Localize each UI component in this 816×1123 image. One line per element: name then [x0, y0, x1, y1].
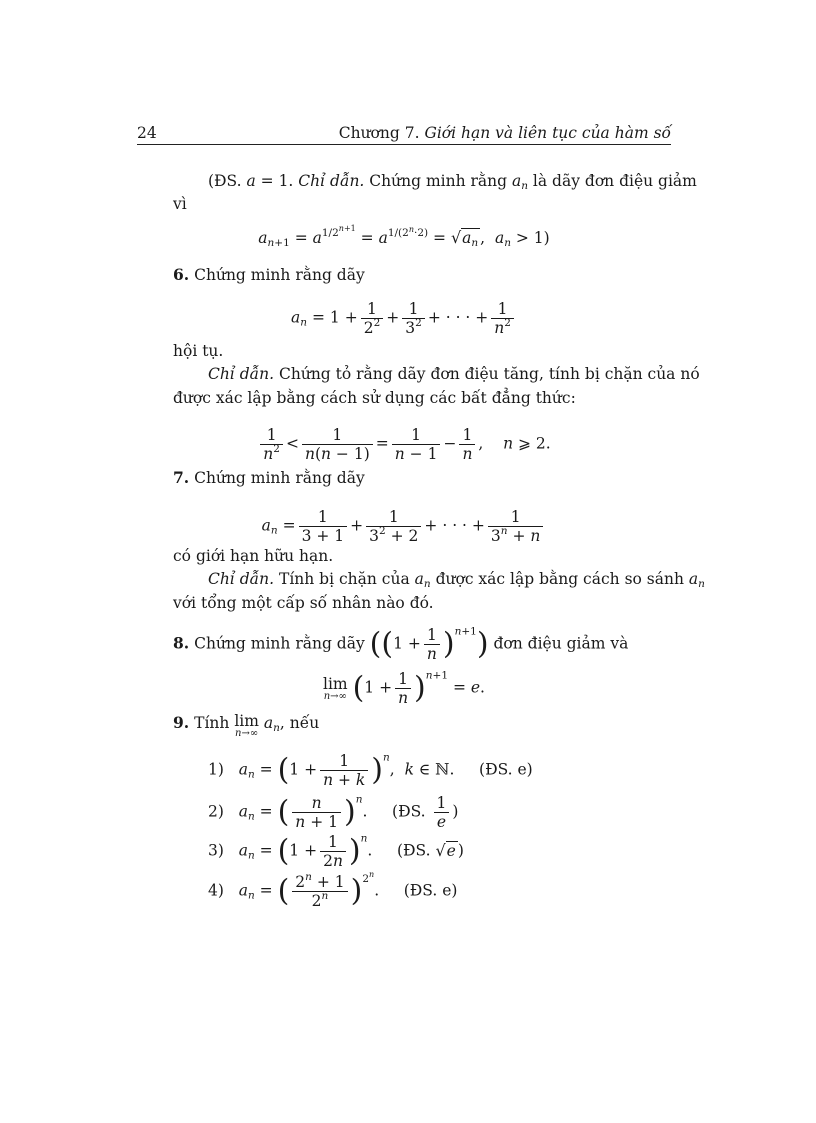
math-sub: n: [521, 180, 528, 192]
text: được xác lập bằng cách so sánh: [430, 570, 689, 588]
page-number: 24: [137, 124, 157, 142]
equation-p6-ineq: $\frac{1}{n^2}$ < $\frac{1}{n(n - 1)}$ = $\frac{1}{n - 1}$ − $\frac{1}{n}$ , n ⩾ 2.: [137, 426, 671, 463]
text: là dãy đơn điệu giảm: [528, 172, 697, 190]
item-answer: (ĐS. e): [403, 881, 458, 900]
equation-p6: $a_n = 1$ + $\frac{1}{2^2}$ + $\frac{1}{3^2}$ + · · · + $\frac{1}{n^2}$: [137, 300, 671, 337]
math-var: a: [246, 172, 256, 190]
p7-hint-line1: Chỉ dẫn. Tính bị chặn của $a_n$ được xác lập bằng cách so sánh $a_n$: [208, 570, 705, 590]
item-label: 2): [208, 802, 224, 821]
list-item: 2) $a_n$ = ( $\frac{n}{n + 1}$ )$^n$. (ĐS. $\frac{1}{e}$ ): [208, 793, 459, 831]
book-page: [137, 0, 705, 1123]
list-item: 4) $a_n$ = ( $\frac{2^n + 1}{2^n}$ )$^{2^n}$. (ĐS. e): [208, 869, 458, 910]
problem-7-statement: [173, 468, 365, 488]
problem-8-statement: 8. Chứng minh rằng dãy ((1 + $\frac{1}{n}$ )$^{n+1}$) đơn điệu giảm và: [173, 625, 629, 663]
answer-prefix: (ĐS.: [208, 172, 247, 190]
problem-text: đơn điệu giảm và: [488, 634, 629, 653]
equation-p7: $a_n$ = $\frac{1}{3 + 1}$ + $\frac{1}{3^2 + 2}$ + · · · + $\frac{1}{3^n + n}$: [137, 508, 671, 545]
text: Chứng tỏ rằng dãy đơn điệu tăng, tính bị chặn của nó: [274, 365, 700, 383]
equation-hint5: $a_{n+1} = a^{1/2^{n+1}} = a^{1/(2^n\cdot 2)} = √a_n$ , $a_n > 1$): [258, 224, 550, 249]
item-answer: (ĐS.: [392, 802, 426, 821]
running-title: [339, 124, 671, 142]
item-label: 1): [208, 760, 224, 779]
problem-number: 7.: [173, 468, 190, 487]
chapter-title: Giới hạn và liên tục của hàm số: [424, 124, 671, 142]
item-answer: (ĐS.: [396, 841, 431, 860]
item-label: 4): [208, 881, 224, 900]
problem-number: 6.: [173, 265, 190, 284]
problem-text: Tính: [189, 714, 235, 732]
item-label: 3): [208, 841, 224, 860]
problem-9-statement: 9. Tính lim n→∞ $a_n$, nếu: [173, 712, 320, 739]
page-header: [137, 124, 671, 145]
problem-text: Chứng minh rằng dãy: [189, 266, 365, 284]
list-item: 3) $a_n = (1$ + $\frac{1}{2n}$ )$^n$. (ĐS. √e ): [208, 832, 464, 870]
chapter-label: Chương 7.: [338, 124, 420, 142]
p6-after: hội tụ.: [173, 342, 224, 360]
math-var: a: [511, 172, 522, 190]
problem-number: 9.: [173, 713, 190, 732]
equation-p8: lim n→∞ (1 + $\frac{1}{n}$ )$^{n+1}$ = e.: [323, 669, 485, 707]
hint-label: Chỉ dẫn.: [298, 172, 365, 190]
text: Chứng minh rằng: [364, 172, 512, 190]
problem-6-statement: [173, 265, 365, 285]
p6-hint-line2: được xác lập bằng cách sử dụng các bất đẳng thức:: [173, 389, 576, 407]
text: Tính bị chặn của: [274, 570, 415, 588]
p7-hint-line2: với tổng một cấp số nhân nào đó.: [173, 594, 434, 612]
hint5-line1: [208, 171, 697, 191]
hint-label: Chỉ dẫn.: [208, 570, 275, 588]
problem-number: 8.: [173, 633, 190, 653]
math-text: = 1.: [255, 172, 299, 190]
problem-text: Chứng minh rằng dãy: [189, 634, 365, 653]
p6-hint-line1: [208, 364, 700, 384]
problem-text: Chứng minh rằng dãy: [189, 469, 365, 487]
p7-after: có giới hạn hữu hạn.: [173, 547, 334, 565]
hint-label: Chỉ dẫn.: [208, 365, 275, 383]
list-item: 1) $a_n = (1$ + $\frac{1}{n + k}$ )$^n$, k ∈ ℕ. (ĐS. e): [208, 751, 533, 789]
problem-text: , nếu: [279, 714, 320, 732]
item-answer: (ĐS. e): [479, 760, 533, 779]
hint5-line2: vì: [173, 195, 187, 213]
